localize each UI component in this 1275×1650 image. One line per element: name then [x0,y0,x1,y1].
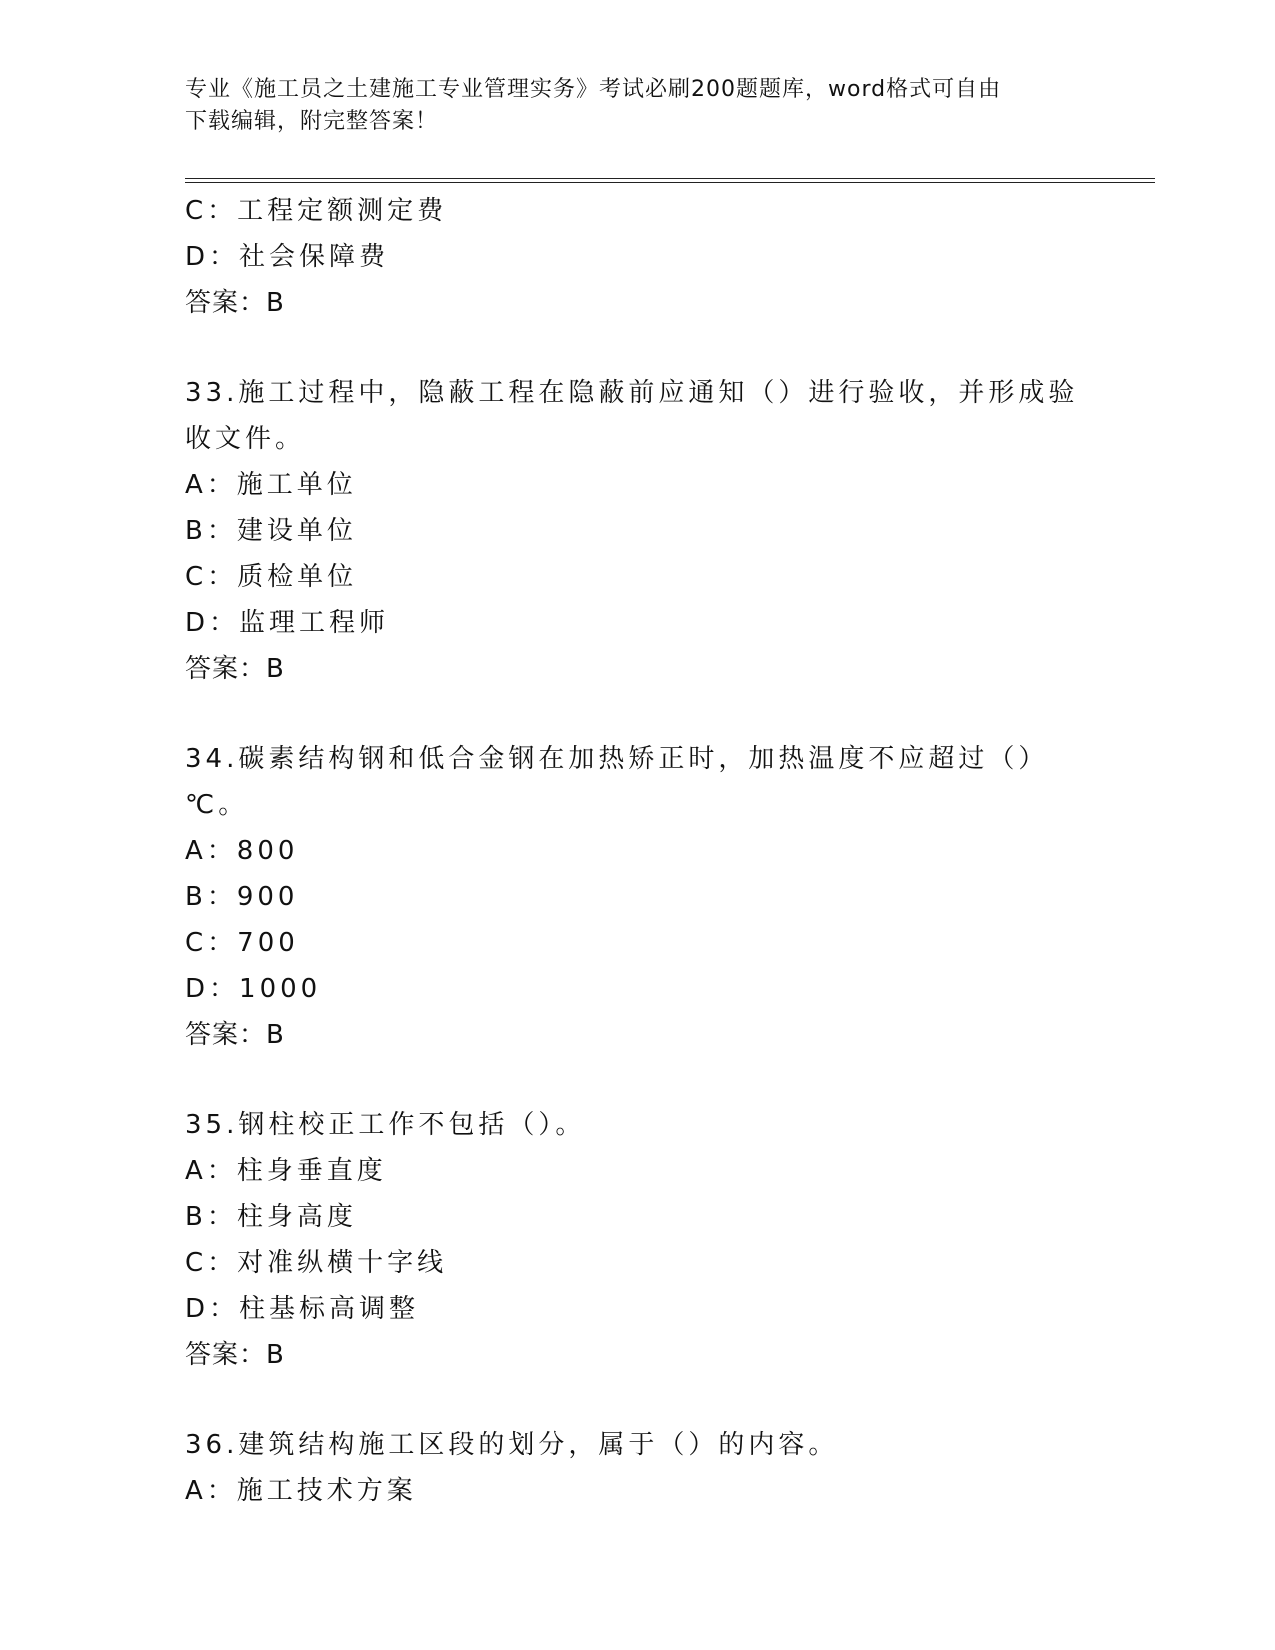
question-33 [185,370,1105,692]
option-c: C：对准纵横十字线 [185,1248,448,1278]
header-title-line-2: 下载编辑，附完整答案！ [185,109,439,134]
answer: 答案：B [185,1020,285,1050]
question-35 [185,1102,1105,1378]
document-header [185,74,1085,138]
option-a: A：800 [185,836,299,866]
answer: 答案：B [185,1340,285,1370]
question-stem: 33.施工过程中，隐蔽工程在隐蔽前应通知（）进行验收，并形成验收文件。 [185,378,1079,454]
header-title-line-1: 专业《施工员之土建施工专业管理实务》考试必刷200题题库，word格式可自由 [185,77,1002,102]
answer: 答案：B [185,654,285,684]
option-d: D：1000 [185,974,322,1004]
option-d: D：社会保障费 [185,242,390,272]
option-b: B：柱身高度 [185,1202,357,1232]
option-a: A：施工单位 [185,470,357,500]
option-a: A：施工技术方案 [185,1476,417,1506]
question-32-continuation [185,188,1105,326]
question-stem: 34.碳素结构钢和低合金钢在加热矫正时，加热温度不应超过（）℃。 [185,744,1049,820]
option-d: D：柱基标高调整 [185,1294,420,1324]
question-stem: 36.建筑结构施工区段的划分，属于（）的内容。 [185,1430,839,1460]
question-34 [185,736,1105,1058]
option-b: B：建设单位 [185,516,357,546]
header-divider-bottom [185,182,1155,183]
option-a: A：柱身垂直度 [185,1156,387,1186]
answer: 答案：B [185,288,285,318]
header-divider-top [185,178,1155,179]
option-c: C：工程定额测定费 [185,196,448,226]
option-b: B：900 [185,882,299,912]
question-content [185,188,1105,1514]
option-d: D：监理工程师 [185,608,390,638]
option-c: C：质检单位 [185,562,358,592]
question-stem: 35.钢柱校正工作不包括（）。 [185,1110,586,1140]
option-c: C：700 [185,928,299,958]
question-36 [185,1422,1105,1514]
